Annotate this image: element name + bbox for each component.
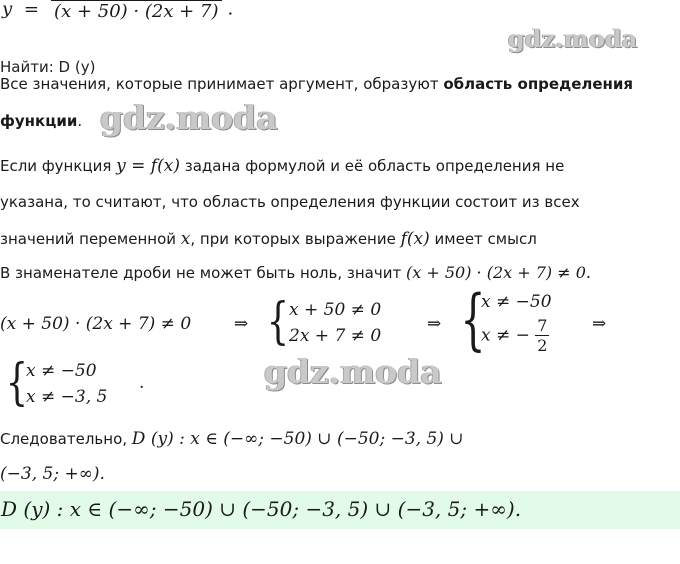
system2-fraction: $\frac{7}{2}$ (537, 316, 548, 355)
conclusion-math1: D (y) : x ∈ (−∞; −50) ∪ (−50; −3, 5) ∪ (131, 429, 464, 449)
task-line-cut: Найти: D (y) (0, 58, 96, 76)
system1-row2: 2x + 7 ≠ 0 (289, 326, 382, 346)
formula-denominator: (x + 50) · (2x + 7) (51, 0, 222, 22)
conclusion-math2: (−3, 5; +∞). (0, 464, 105, 484)
chain-arrow-1: ⇒ (234, 314, 249, 334)
definition-bold: область определения (443, 75, 634, 93)
rule-math-fx: f(x) (400, 229, 430, 249)
chain-arrow-3: ⇒ (592, 314, 607, 334)
definition-line1 (0, 75, 633, 93)
condition-math: (x + 50) · (2x + 7) ≠ 0. (406, 263, 591, 282)
definition-line2 (0, 112, 82, 130)
system3-row2: x ≠ −3, 5 (26, 387, 108, 407)
system3-row1: x ≠ −50 (26, 361, 97, 381)
formula-eq: = (23, 0, 39, 20)
answer-text: D (y) : x ∈ (−∞; −50) ∪ (−50; −3, 5) ∪ (−3, 5; +∞). (1, 497, 522, 521)
rule-math-yfx: y = f(x) (116, 156, 180, 176)
formula-y: y (2, 0, 13, 20)
condition-line: В знаменателе дроби не может быть ноль, значит (x + 50) · (2x + 7) ≠ 0. (0, 263, 591, 282)
system2-row2: x ≠ − $\frac{7}{2}$ (481, 316, 548, 355)
definition-end: . (77, 112, 83, 130)
rule-line1: Если функция y = f(x) задана формулой и её область определения не (0, 156, 565, 176)
system2-row1: x ≠ −50 (481, 292, 552, 312)
system1-brace: { (266, 292, 290, 350)
definition-bold-cont: функции (0, 112, 78, 130)
function-formula (2, 0, 233, 22)
system3-tail: . (139, 373, 145, 393)
rule-line3: значений переменной x, при которых выражение f(x) имеет смысл (0, 229, 537, 249)
formula-tail: . (227, 0, 234, 20)
system1-row1: x + 50 ≠ 0 (289, 300, 382, 320)
formula-fraction (51, 0, 222, 22)
watermark-lower: gdz.moda (264, 352, 442, 391)
rule-math-x: x (180, 229, 191, 249)
definition-text: Все значения, которые принимает аргумент, образуют (0, 75, 444, 93)
chain-arrow-2: ⇒ (427, 314, 442, 334)
conclusion-line1: Следовательно, D (y) : x ∈ (−∞; −50) ∪ (−50; −3, 5) ∪ (0, 429, 464, 449)
rule-line2: указана, то считают, что область определения функции состоит из всех (0, 193, 580, 211)
system3-brace: { (5, 353, 29, 411)
watermark-top: gdz.moda (508, 24, 638, 53)
system2-brace: { (460, 281, 486, 358)
chain-lhs: (x + 50) · (2x + 7) ≠ 0 (0, 314, 192, 334)
watermark-middle: gdz.moda (100, 98, 278, 137)
